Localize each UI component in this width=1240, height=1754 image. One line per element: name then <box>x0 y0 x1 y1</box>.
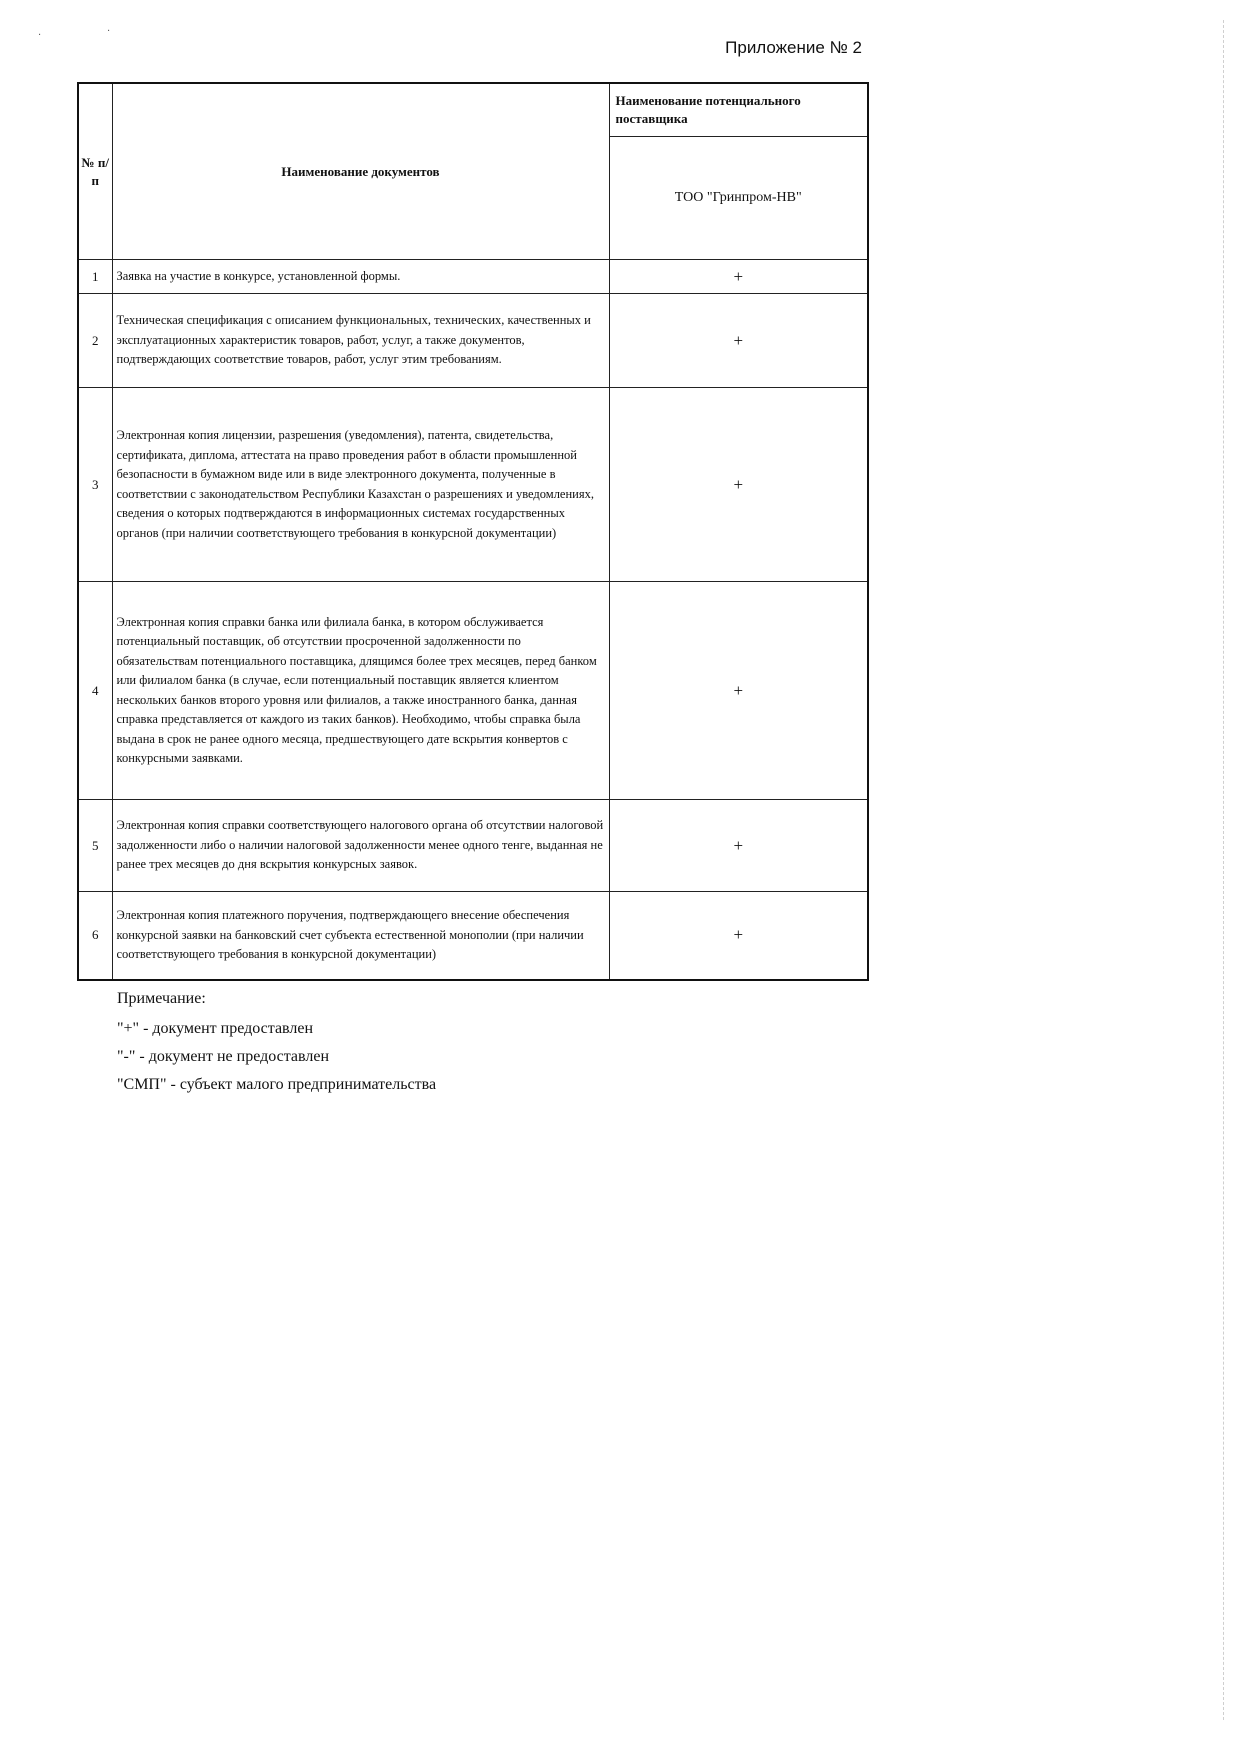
row-number: 5 <box>78 800 112 892</box>
table-header-row <box>78 83 868 137</box>
table-row <box>78 294 868 388</box>
row-number: 4 <box>78 582 112 800</box>
table-row <box>78 892 868 980</box>
row-mark: + <box>609 582 868 800</box>
row-mark: + <box>609 260 868 294</box>
notes-section <box>117 990 436 1104</box>
column-header-number <box>78 83 112 260</box>
row-mark: + <box>609 892 868 980</box>
row-document: Техническая спецификация с описанием функциональных, технических, качественных и эксплуатационных характеристик товаров, работ, услуг, а также документов, подтверждающих соответствие товаров, работ, услуг этим требованиям. <box>112 294 609 388</box>
note-plus: "+" - документ предоставлен <box>117 1020 314 1037</box>
row-number: 6 <box>78 892 112 980</box>
row-document: Электронная копия справки банка или филиала банка, в котором обслуживается потенциальный поставщик, об отсутствии просроченной задолженности по обязательствам потенциального поставщика, длящимся более трех месяцев, перед банком или филиалом банка (в случае, если потенциальный поставщик является клиентом нескольких банков второго уровня или филиалов, а также иностранного банка, данная справка представляется от каждого из таких банков). Необходимо, чтобы справка была выдана в срок не ранее одного месяца, предшествующего дате вскрытия конвертов с конкурсными заявками. <box>112 582 609 800</box>
scan-edge-line <box>1223 20 1225 1720</box>
row-number: 3 <box>78 388 112 582</box>
scan-speck: · <box>38 30 42 41</box>
notes-title: Примечание: <box>117 990 206 1007</box>
scan-speck: · <box>107 26 111 37</box>
column-header-document-label: Наименование документов <box>281 163 440 179</box>
row-mark: + <box>609 388 868 582</box>
row-document: Электронная копия платежного поручения, подтверждающего внесение обеспечения конкурсной заявки на банковский счет субъекта естественной монополии (при наличии соответствующего требования в конкурсной документации) <box>112 892 609 980</box>
row-mark: + <box>609 294 868 388</box>
table-row <box>78 800 868 892</box>
row-document: Электронная копия справки соответствующего налогового органа об отсутствии налоговой задолженности либо о наличии налоговой задолженности менее одного тенге, выданная не ранее трех месяцев до дня вскрытия конкурсных заявок. <box>112 800 609 892</box>
row-number: 2 <box>78 294 112 388</box>
column-header-number-label: № п/п <box>81 154 109 188</box>
table-row <box>78 388 868 582</box>
column-header-supplier <box>609 83 868 137</box>
row-mark: + <box>609 800 868 892</box>
documents-table <box>77 82 869 981</box>
row-document: Электронная копия лицензии, разрешения (уведомления), патента, свидетельства, сертификата, диплома, аттестата на право проведения работ в области промышленной безопасности в бумажном виде или в виде электронного документа, полученные в соответствии с законодательством Республики Казахстан о разрешениях и уведомлениях, сведения о которых подтверждаются в информационных системах государственных органов (при наличии соответствующего требования в конкурсной документации) <box>112 388 609 582</box>
table-row <box>78 260 868 294</box>
column-header-document <box>112 83 609 260</box>
note-smp: "СМП" - субъект малого предпринимательства <box>117 1076 437 1093</box>
note-minus: "-" - документ не предоставлен <box>117 1048 330 1065</box>
table-row <box>78 582 868 800</box>
supplier-name: ТОО "Гринпром-НВ" <box>609 137 868 260</box>
column-header-supplier-label: Наименование потенциального поставщика <box>615 93 801 126</box>
appendix-title: Приложение № 2 <box>725 38 862 57</box>
row-number: 1 <box>78 260 112 294</box>
row-document: Заявка на участие в конкурсе, установленной формы. <box>112 260 609 294</box>
